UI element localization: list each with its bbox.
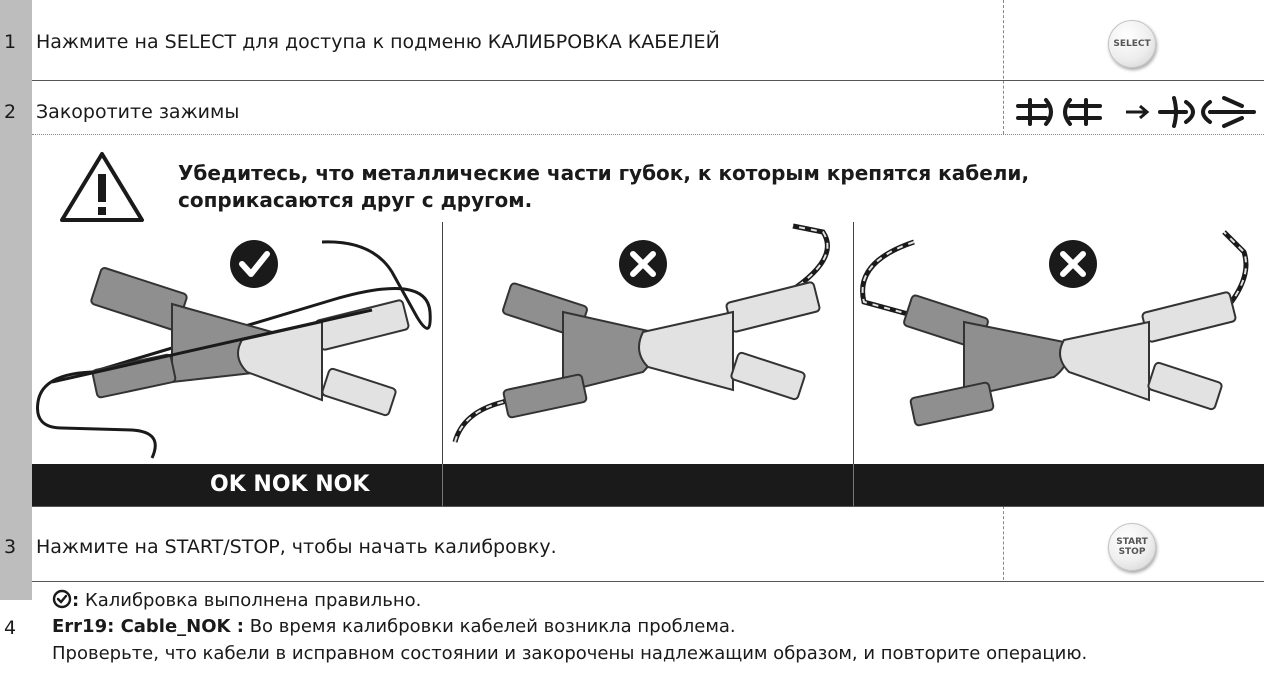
divider-4: [32, 581, 1264, 582]
result-error-line: [52, 616, 736, 637]
step-2-text: Закоротите зажимы: [36, 101, 240, 123]
select-button[interactable]: [1108, 20, 1156, 68]
result-advice: Проверьте, что кабели в исправном состоянии и закорочены надлежащим образом, и повторите операцию.: [52, 643, 1088, 664]
result-ok-line: [52, 589, 421, 611]
warning-triangle-icon: [58, 150, 146, 224]
start-stop-button[interactable]: [1108, 523, 1156, 571]
band-separator-1: [442, 464, 443, 506]
divider-1: [32, 80, 1264, 81]
warning-line-2: соприкасаются друг с другом.: [178, 188, 533, 212]
clamp-dark: [903, 294, 1067, 426]
step-3-number: 3: [4, 536, 17, 558]
arrow-right-icon: [1126, 106, 1147, 118]
step-4-number: 4: [4, 617, 17, 639]
step-2-number: 2: [4, 101, 17, 123]
step-1-text: Нажмите на SELECT для доступа к подменю КАЛИБРОВКА КАБЕЛЕЙ: [36, 31, 720, 53]
clamp-light: [639, 282, 820, 401]
warning-line-1: Убедитесь, что металлические части губок, к которым крепятся кабели,: [178, 161, 1030, 185]
status-band-label: OK NOK NOK: [210, 472, 370, 497]
warning-text: [178, 160, 1029, 214]
x-circle-icon: [1049, 240, 1097, 288]
panel-ok-illustration: [32, 222, 442, 464]
divider-3: [32, 506, 1264, 507]
clamps-short-icon: [1010, 92, 1260, 132]
clamp-dark: [502, 282, 656, 418]
error-code: Err19: Cable_NOK :: [52, 616, 244, 637]
x-circle-icon: [619, 240, 667, 288]
panel-nok-1-illustration: [443, 222, 853, 464]
start-stop-label-1: START: [1116, 537, 1148, 547]
panel-nok-2-illustration: [854, 222, 1264, 464]
clamp-light: [238, 300, 409, 417]
column-divider-top: [1003, 0, 1004, 134]
result-ok-separator: :: [72, 590, 80, 611]
step-1-number: 1: [4, 31, 17, 53]
left-step-bar: [0, 0, 32, 600]
band-separator-2: [853, 464, 854, 506]
select-button-label: SELECT: [1113, 39, 1151, 49]
check-circle-icon: [230, 240, 278, 288]
error-text: Во время калибровки кабелей возникла проблема.: [249, 616, 736, 637]
start-stop-label-2: STOP: [1118, 547, 1146, 557]
column-divider-bottom: [1003, 506, 1004, 580]
clamp-light: [1060, 292, 1236, 411]
result-ok-text: Калибровка выполнена правильно.: [84, 590, 422, 611]
divider-2: [32, 134, 1264, 135]
step-3-text: Нажмите на START/STOP, чтобы начать калибровку.: [36, 536, 557, 558]
check-outline-icon: [52, 589, 72, 609]
